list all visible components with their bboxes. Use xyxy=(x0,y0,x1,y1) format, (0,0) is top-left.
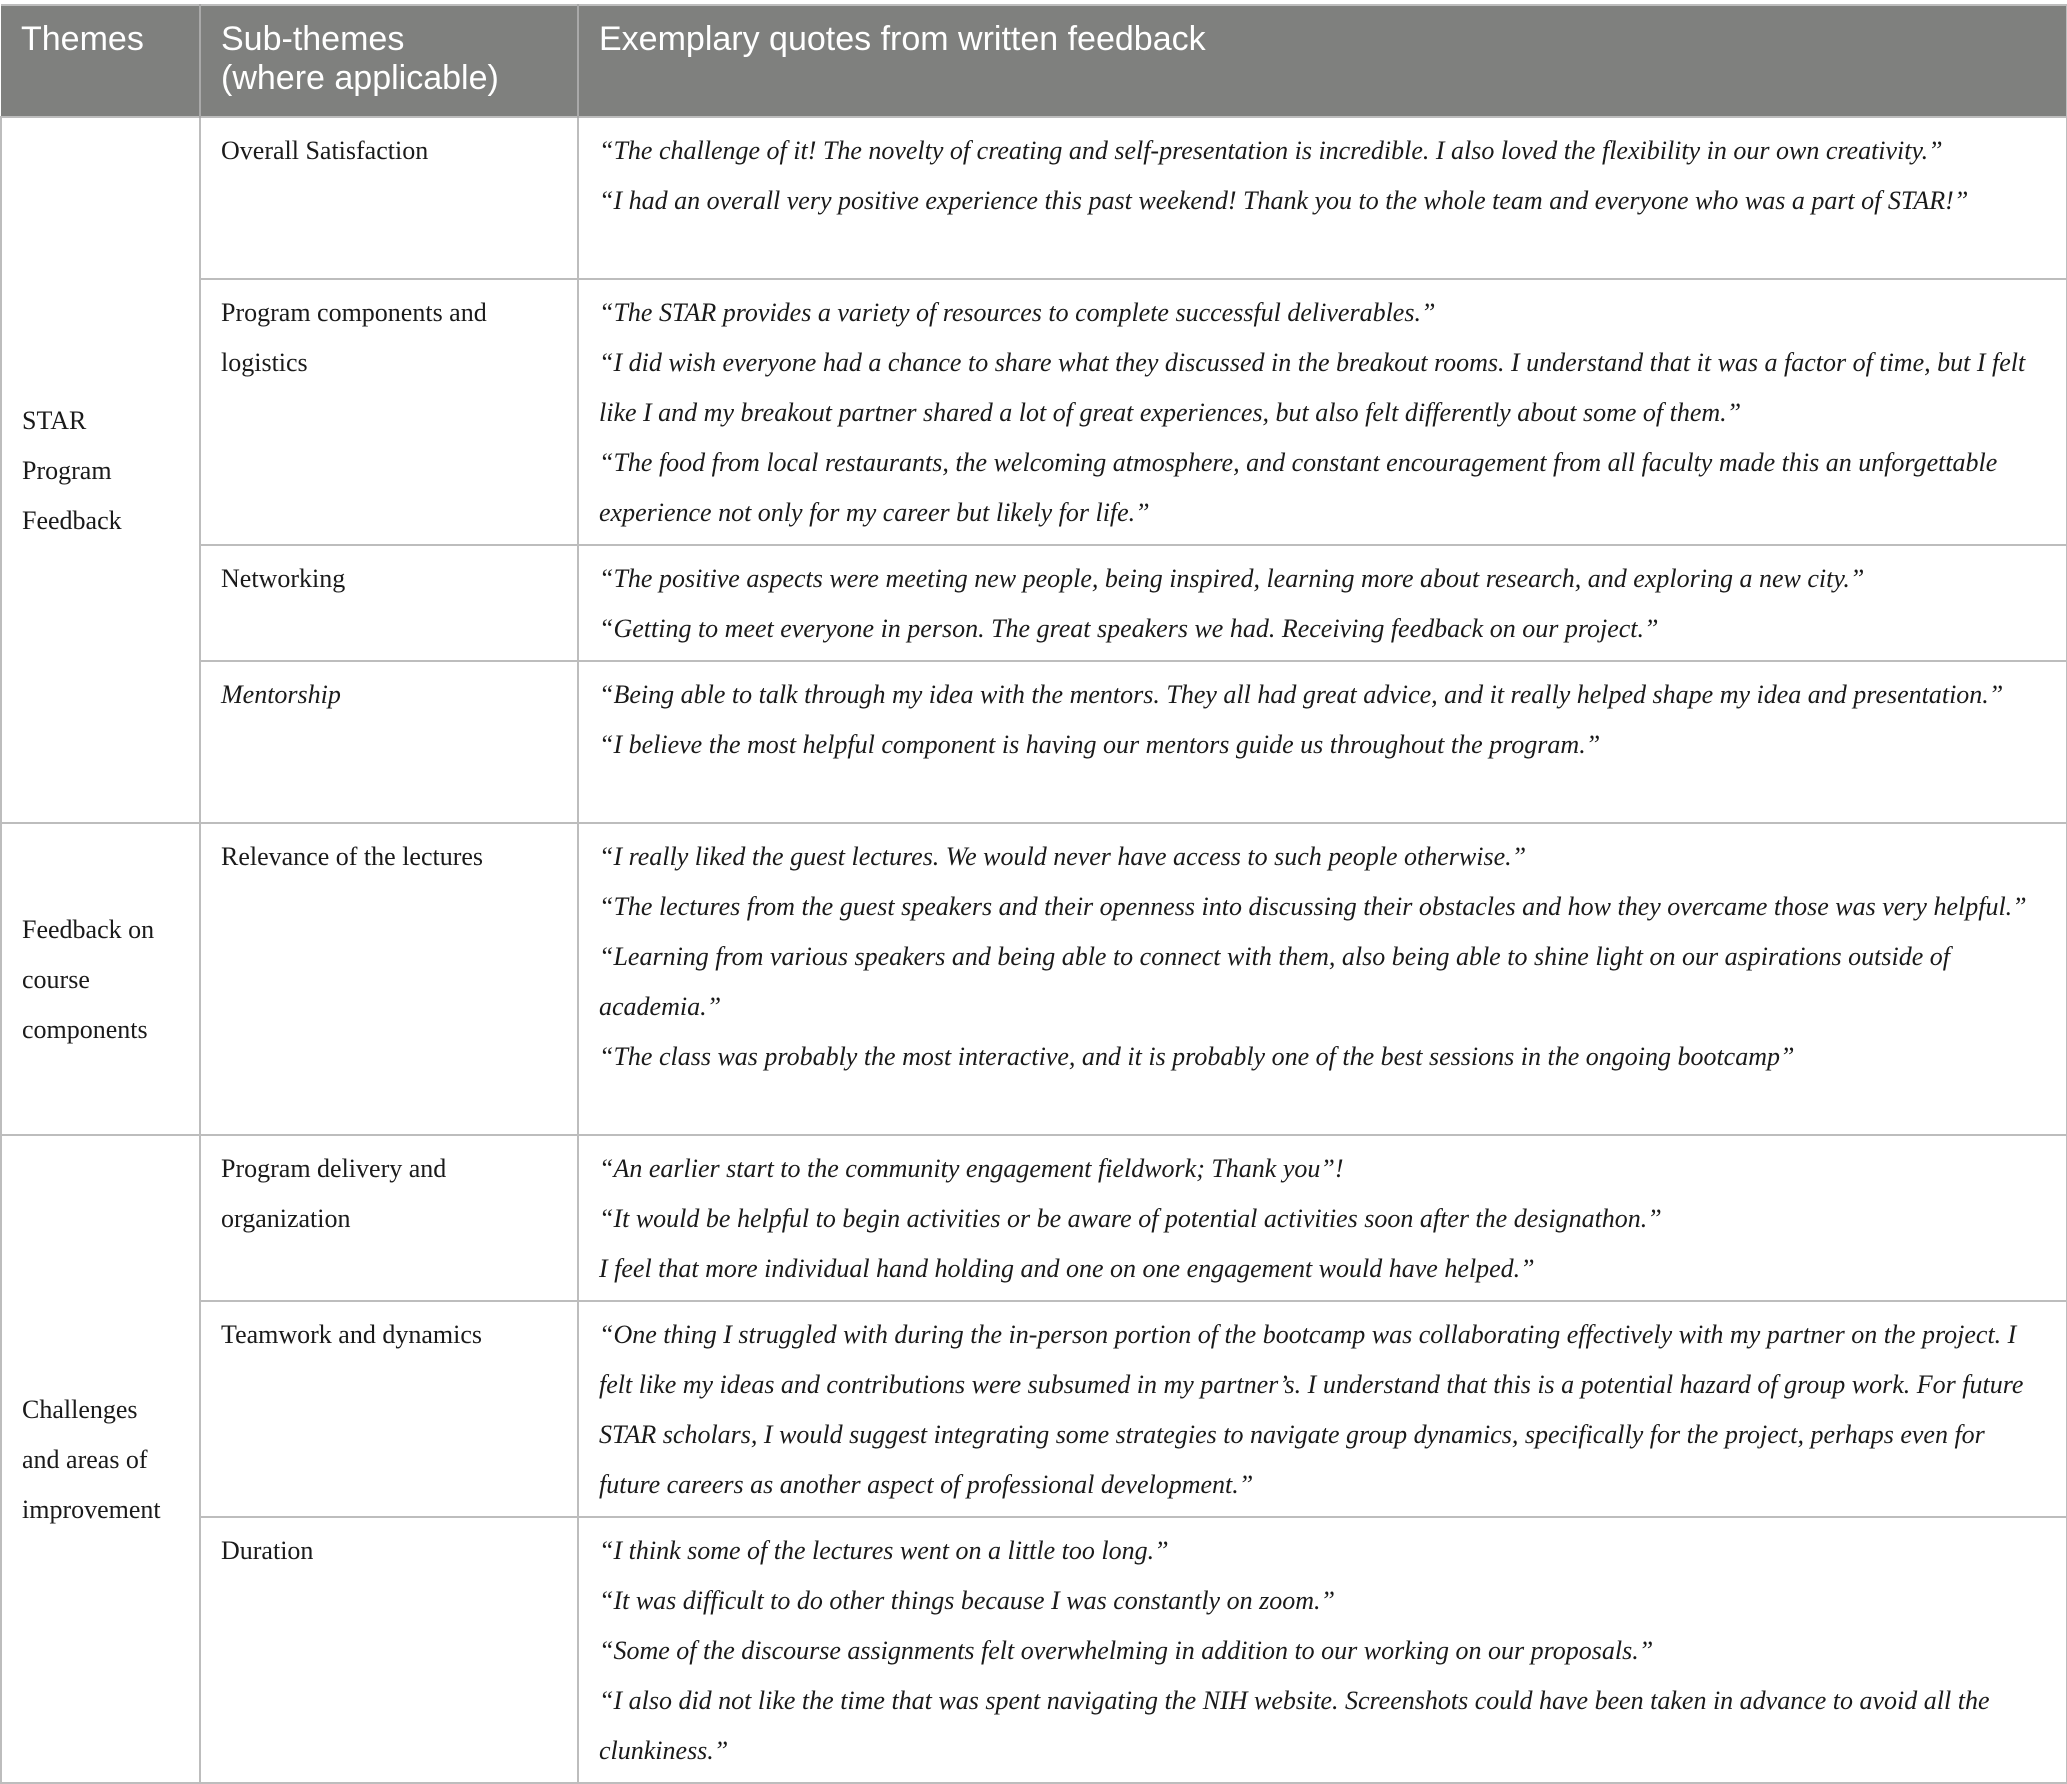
quotes-cell xyxy=(578,1517,2067,1783)
quote-text: “The STAR provides a variety of resources to complete successful deliverables.” xyxy=(599,298,1436,327)
quotes-cell xyxy=(578,545,2067,661)
quotes-cell xyxy=(578,117,2067,279)
theme-label-line: and areas of xyxy=(22,1445,148,1474)
quote-text: “I think some of the lectures went on a little too long.” xyxy=(599,1536,1169,1565)
quote-text: “The positive aspects were meeting new people, being inspired, learning more about research, and exploring a new city.” xyxy=(599,564,1865,593)
theme-label-line: Feedback xyxy=(22,506,122,535)
theme-label-line: course xyxy=(22,965,90,994)
header-subthemes xyxy=(200,5,578,117)
quote-text: “An earlier start to the community engagement fieldwork; Thank you”! xyxy=(599,1154,1344,1183)
header-quotes: Exemplary quotes from written feedback xyxy=(578,5,2067,117)
quote-text: I feel that more individual hand holding and one on one engagement would have helped.” xyxy=(599,1254,1535,1283)
quote-text: “Some of the discourse assignments felt overwhelming in addition to our working on our proposals.” xyxy=(599,1636,1654,1665)
quote-text: “The lectures from the guest speakers and their openness into discussing their obstacles and how they overcame those was very helpful.” xyxy=(599,892,2027,921)
table-row xyxy=(1,279,2067,545)
theme-label-line: Program xyxy=(22,456,112,485)
subtheme-cell: Program delivery and organization xyxy=(200,1135,578,1301)
header-themes: Themes xyxy=(1,5,200,117)
quotes-cell xyxy=(578,661,2067,823)
quote-text: “I also did not like the time that was spent navigating the NIH website. Screenshots could have been taken in advance to avoid all the clunkiness.” xyxy=(599,1686,1990,1765)
quotes-cell xyxy=(578,1301,2067,1517)
table-row xyxy=(1,117,2067,279)
subtheme-cell: Program components and logistics xyxy=(200,279,578,545)
quote-text: “Learning from various speakers and being able to connect with them, also being able to shine light on our aspirations outside of academia.” xyxy=(599,942,1950,1021)
table-header xyxy=(1,5,2067,117)
theme-label-line: Challenges xyxy=(22,1395,138,1424)
subtheme-cell: Overall Satisfaction xyxy=(200,117,578,279)
quote-text: “It would be helpful to begin activities or be aware of potential activities soon after the designathon.” xyxy=(599,1204,1662,1233)
quote-text: “One thing I struggled with during the in-person portion of the bootcamp was collaborating effectively with my partner on the project. I felt like my ideas and contributions were subsumed in my partner’s. I understand that this is a potential hazard of group work. For future STAR scholars, I would suggest integrating some strategies to navigate group dynamics, specifically for the project, perhaps even for future careers as another aspect of professional development.” xyxy=(599,1320,2024,1499)
quote-text: “The challenge of it! The novelty of creating and self-presentation is incredible. I also loved the flexibility in our own creativity.” xyxy=(599,136,1943,165)
theme-cell xyxy=(1,823,200,1135)
quote-text: “I did wish everyone had a chance to share what they discussed in the breakout rooms. I understand that it was a factor of time, but I felt like I and my breakout partner shared a lot of great experiences, but also felt differently about some of them.” xyxy=(599,348,2026,427)
quote-text: “It was difficult to do other things because I was constantly on zoom.” xyxy=(599,1586,1335,1615)
table-row xyxy=(1,823,2067,1135)
header-subthemes-line1: Sub-themes xyxy=(221,20,405,58)
quote-text: “The food from local restaurants, the welcoming atmosphere, and constant encouragement from all faculty made this an unforgettable experience not only for my career but likely for life.” xyxy=(599,448,1998,527)
table-row xyxy=(1,1301,2067,1517)
subtheme-cell: Teamwork and dynamics xyxy=(200,1301,578,1517)
subtheme-cell: Mentorship xyxy=(200,661,578,823)
themes-table xyxy=(0,4,2067,1784)
quotes-cell xyxy=(578,1135,2067,1301)
theme-label-line: improvement xyxy=(22,1495,161,1524)
quotes-cell xyxy=(578,279,2067,545)
quote-text: “I had an overall very positive experience this past weekend! Thank you to the whole team and everyone who was a part of STAR!” xyxy=(599,186,1969,215)
quotes-cell xyxy=(578,823,2067,1135)
theme-label-line: Feedback on xyxy=(22,915,155,944)
theme-label-line: STAR xyxy=(22,406,87,435)
theme-cell xyxy=(1,1135,200,1783)
quote-text: “I really liked the guest lectures. We would never have access to such people otherwise.” xyxy=(599,842,1527,871)
table-row xyxy=(1,1135,2067,1301)
quote-text: “I believe the most helpful component is having our mentors guide us throughout the program.” xyxy=(599,730,1601,759)
table-row xyxy=(1,1517,2067,1783)
table-row xyxy=(1,661,2067,823)
quote-text: “The class was probably the most interactive, and it is probably one of the best sessions in the ongoing bootcamp” xyxy=(599,1042,1795,1071)
theme-cell xyxy=(1,117,200,823)
quote-text: “Getting to meet everyone in person. The great speakers we had. Receiving feedback on our project.” xyxy=(599,614,1659,643)
table-body xyxy=(1,117,2067,1783)
header-subthemes-line2: (where applicable) xyxy=(221,59,499,97)
subtheme-cell: Relevance of the lectures xyxy=(200,823,578,1135)
subtheme-cell: Networking xyxy=(200,545,578,661)
theme-label-line: components xyxy=(22,1015,148,1044)
quote-text: “Being able to talk through my idea with the mentors. They all had great advice, and it really helped shape my idea and presentation.” xyxy=(599,680,2004,709)
header-row xyxy=(1,5,2067,117)
subtheme-cell: Duration xyxy=(200,1517,578,1783)
table-row xyxy=(1,545,2067,661)
